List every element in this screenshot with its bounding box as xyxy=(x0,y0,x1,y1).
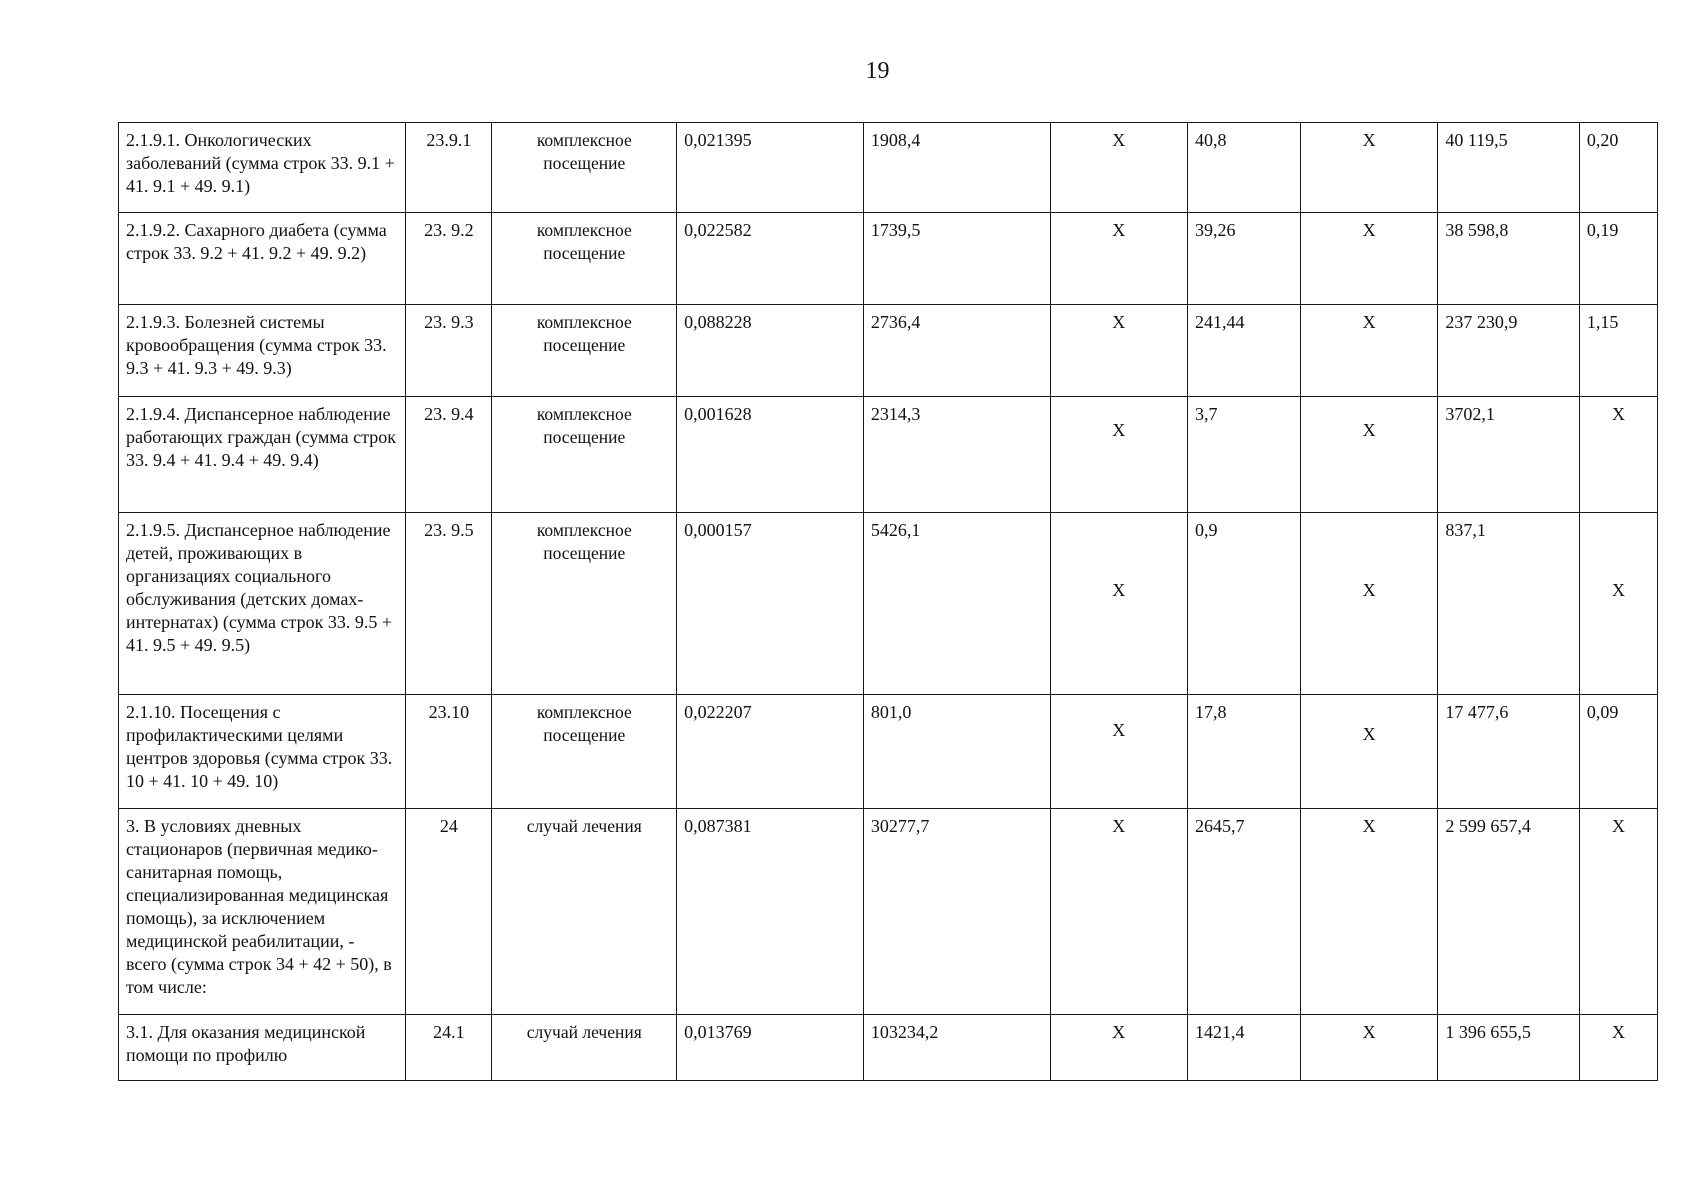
row-name: 2.1.9.3. Болезней системы кровообращения (сумма строк 33. 9.3 + 41. 9.3 + 49. 9.3) xyxy=(119,305,406,397)
row-x2: X xyxy=(1300,123,1437,213)
row-share: X xyxy=(1579,397,1657,513)
row-code: 23.9.1 xyxy=(406,123,492,213)
row-name: 2.1.9.4. Диспансерное наблюдение работающих граждан (сумма строк 33. 9.4 + 41. 9.4 + 49. 9.4) xyxy=(119,397,406,513)
row-value2: 837,1 xyxy=(1438,513,1580,695)
row-share: X xyxy=(1579,513,1657,695)
row-x1: X xyxy=(1050,1015,1187,1081)
row-value1: 2645,7 xyxy=(1188,809,1301,1015)
row-share: 0,20 xyxy=(1579,123,1657,213)
row-name: 2.1.9.1. Онкологических заболеваний (сумма строк 33. 9.1 + 41. 9.1 + 49. 9.1) xyxy=(119,123,406,213)
row-cost: 2736,4 xyxy=(863,305,1050,397)
row-value2: 237 230,9 xyxy=(1438,305,1580,397)
row-value2: 38 598,8 xyxy=(1438,213,1580,305)
row-x1: X xyxy=(1050,397,1187,513)
row-unit: комплексное посещение xyxy=(492,123,677,213)
row-value1: 0,9 xyxy=(1188,513,1301,695)
row-x1: X xyxy=(1050,305,1187,397)
row-value1: 17,8 xyxy=(1188,695,1301,809)
table-row xyxy=(119,397,1658,513)
row-norm: 0,088228 xyxy=(677,305,864,397)
row-x2: X xyxy=(1300,1015,1437,1081)
row-value1: 40,8 xyxy=(1188,123,1301,213)
row-x1: X xyxy=(1050,695,1187,809)
row-norm: 0,022207 xyxy=(677,695,864,809)
row-value1: 3,7 xyxy=(1188,397,1301,513)
row-x1: X xyxy=(1050,213,1187,305)
row-share: 0,19 xyxy=(1579,213,1657,305)
row-x2: X xyxy=(1300,513,1437,695)
row-norm: 0,087381 xyxy=(677,809,864,1015)
tariff-table xyxy=(118,122,1658,1081)
row-norm: 0,021395 xyxy=(677,123,864,213)
table-row xyxy=(119,1015,1658,1081)
row-unit: комплексное посещение xyxy=(492,695,677,809)
row-norm: 0,000157 xyxy=(677,513,864,695)
row-code: 24.1 xyxy=(406,1015,492,1081)
row-unit: случай лечения xyxy=(492,1015,677,1081)
row-norm: 0,001628 xyxy=(677,397,864,513)
row-share: X xyxy=(1579,1015,1657,1081)
row-value1: 39,26 xyxy=(1188,213,1301,305)
row-code: 23. 9.5 xyxy=(406,513,492,695)
row-name: 2.1.9.5. Диспансерное наблюдение детей, проживающих в организациях социального обслуживания (детских домах- интернатах) (сумма строк 33. 9.5 + 41. 9.5 + 49. 9.5) xyxy=(119,513,406,695)
row-share: 0,09 xyxy=(1579,695,1657,809)
row-unit: случай лечения xyxy=(492,809,677,1015)
row-x1: X xyxy=(1050,123,1187,213)
row-value1: 1421,4 xyxy=(1188,1015,1301,1081)
row-value1: 241,44 xyxy=(1188,305,1301,397)
row-norm: 0,013769 xyxy=(677,1015,864,1081)
row-name: 3.1. Для оказания медицинской помощи по профилю xyxy=(119,1015,406,1081)
row-value2: 2 599 657,4 xyxy=(1438,809,1580,1015)
table-row xyxy=(119,809,1658,1015)
row-x2: X xyxy=(1300,213,1437,305)
row-x2: X xyxy=(1300,305,1437,397)
row-share: X xyxy=(1579,809,1657,1015)
row-cost: 103234,2 xyxy=(863,1015,1050,1081)
row-name: 3. В условиях дневных стационаров (первичная медико-санитарная помощь, специализированная медицинская помощь), за исключением медицинской реабилитации, - всего (сумма строк 34 + 42 + 50), в том числе: xyxy=(119,809,406,1015)
page-number: 19 xyxy=(865,58,890,84)
row-code: 23. 9.3 xyxy=(406,305,492,397)
row-value2: 40 119,5 xyxy=(1438,123,1580,213)
row-share: 1,15 xyxy=(1579,305,1657,397)
table-row xyxy=(119,213,1658,305)
row-value2: 1 396 655,5 xyxy=(1438,1015,1580,1081)
row-unit: комплексное посещение xyxy=(492,213,677,305)
row-value2: 17 477,6 xyxy=(1438,695,1580,809)
row-unit: комплексное посещение xyxy=(492,397,677,513)
row-code: 23. 9.2 xyxy=(406,213,492,305)
row-cost: 5426,1 xyxy=(863,513,1050,695)
row-unit: комплексное посещение xyxy=(492,305,677,397)
row-name: 2.1.9.2. Сахарного диабета (сумма строк 33. 9.2 + 41. 9.2 + 49. 9.2) xyxy=(119,213,406,305)
row-unit: комплексное посещение xyxy=(492,513,677,695)
row-x2: X xyxy=(1300,809,1437,1015)
table-row xyxy=(119,513,1658,695)
table-row xyxy=(119,695,1658,809)
row-code: 23. 9.4 xyxy=(406,397,492,513)
row-cost: 30277,7 xyxy=(863,809,1050,1015)
row-cost: 1739,5 xyxy=(863,213,1050,305)
row-x1: X xyxy=(1050,809,1187,1015)
row-cost: 1908,4 xyxy=(863,123,1050,213)
row-x2: X xyxy=(1300,695,1437,809)
row-cost: 2314,3 xyxy=(863,397,1050,513)
row-x1: X xyxy=(1050,513,1187,695)
row-norm: 0,022582 xyxy=(677,213,864,305)
row-x2: X xyxy=(1300,397,1437,513)
row-name: 2.1.10. Посещения с профилактическими целями центров здоровья (сумма строк 33. 10 + 41. 10 + 49. 10) xyxy=(119,695,406,809)
table-row xyxy=(119,123,1658,213)
table-row xyxy=(119,305,1658,397)
row-code: 24 xyxy=(406,809,492,1015)
row-code: 23.10 xyxy=(406,695,492,809)
row-cost: 801,0 xyxy=(863,695,1050,809)
row-value2: 3702,1 xyxy=(1438,397,1580,513)
